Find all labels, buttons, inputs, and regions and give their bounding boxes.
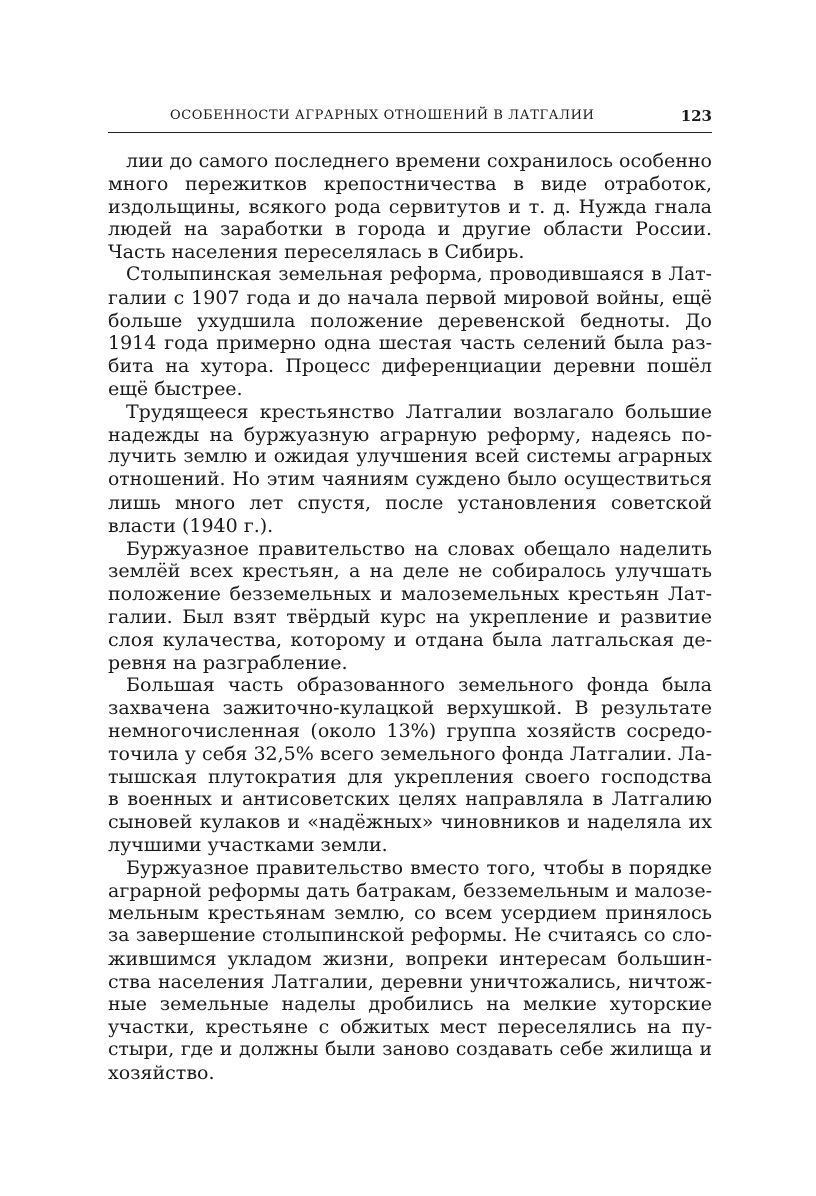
paragraph-5 [108, 674, 712, 856]
text-line: власти (1940 г.). [108, 514, 274, 537]
paragraph-1 [108, 150, 712, 264]
text-line: Буржуазное правительство на словах обещало наделить [126, 537, 712, 560]
text-line: аграрной реформы дать батракам, безземельным и малозе- [108, 879, 712, 902]
text-line: ные земельные наделы дробились на мелкие хуторские [108, 993, 712, 1016]
header-rule [108, 132, 712, 133]
paragraph-3 [108, 401, 712, 538]
text-line: надежды на буржуазную аграрную реформу, надеясь по- [108, 423, 712, 446]
text-line: стыри, где и должны были заново создавать себе жилища и [108, 1039, 712, 1061]
text-line: за завершение столыпинской реформы. Не считаясь со сло- [108, 925, 712, 947]
text-line: лучить землю и ожидая улучшения всей системы аграрных [108, 446, 712, 468]
running-head [108, 108, 712, 130]
text-line: в военных и антисоветских целях направляла в Латгалию [108, 788, 712, 811]
text-line: лучшими участками земли. [108, 833, 388, 856]
text-line: лии до самого последнего времени сохранилось особенно [126, 150, 712, 172]
text-line: отношений. Но этим чаяниям суждено было осуществиться [108, 469, 712, 491]
text-line: точила у себя 32,5% всего земельного фонда Латгалии. Ла- [108, 742, 712, 765]
text-line: жившимся укладом жизни, вопреки интересам большин- [108, 947, 712, 970]
text-line: тышская плутократия для укрепления своего господства [108, 765, 712, 788]
body-text [108, 150, 712, 1085]
paragraph-4 [108, 538, 712, 675]
text-line: слоя кулачества, которому и отдана была латгальская де- [108, 628, 712, 651]
paragraph-2 [108, 264, 712, 401]
text-line: Буржуазное правительство вместо того, чтобы в порядке [126, 856, 712, 879]
running-title: ОСОБЕННОСТИ АГРАРНЫХ ОТНОШЕНИЙ В ЛАТГАЛИИ [170, 108, 595, 123]
paragraph-6 [108, 857, 712, 1085]
text-line: людей на заработки в города и другие области России. [108, 218, 712, 241]
text-line: ещё быстрее. [108, 377, 243, 400]
text-line: бита на хутора. Процесс диференциации деревни пошёл [108, 355, 712, 378]
text-line: 1914 года примерно одна шестая часть селений была раз- [108, 332, 712, 355]
text-line: Часть населения переселялась в Сибирь. [108, 241, 525, 264]
text-line: больше ухудшила положение деревенской бедноты. До [108, 309, 712, 332]
text-line: немногочисленная (около 13%) группа хозяйств сосредо- [108, 719, 712, 742]
text-line: хозяйство. [108, 1061, 215, 1084]
page-number: 123 [680, 107, 712, 125]
text-line: Трудящееся крестьянство Латгалии возлагало большие [126, 400, 712, 423]
text-line: мельным крестьянам землю, со всем усердием принялось [108, 902, 712, 925]
text-line: много пережитков крепостничества в виде отработок, [108, 172, 712, 195]
text-line: ства населения Латгалии, деревни уничтожались, ничтож- [108, 970, 712, 993]
text-line: сыновей кулаков и «надёжных» чиновников и наделяла их [108, 811, 712, 834]
text-line: захвачена зажиточно-кулацкой верхушкой. В результате [108, 697, 712, 720]
text-line: ревня на разграбление. [108, 651, 348, 674]
text-line: землёй всех крестьян, а на деле не собиралось улучшать [108, 560, 712, 583]
text-line: положение безземельных и малоземельных крестьян Лат- [108, 583, 712, 606]
text-line: Столыпинская земельная реформа, проводившаяся в Лат- [126, 263, 712, 285]
text-line: издольщины, всякого рода сервитутов и т. д. Нужда гнала [108, 195, 712, 218]
text-line: галии с 1907 года и до начала первой мировой войны, ещё [108, 286, 712, 309]
text-line: Большая часть образованного земельного фонда была [126, 674, 712, 697]
text-line: участки, крестьяне с обжитых мест переселялись на пу- [108, 1016, 712, 1039]
text-line: лишь много лет спустя, после установления советской [108, 491, 712, 514]
text-line: галии. Был взят твёрдый курс на укрепление и развитие [108, 605, 712, 628]
